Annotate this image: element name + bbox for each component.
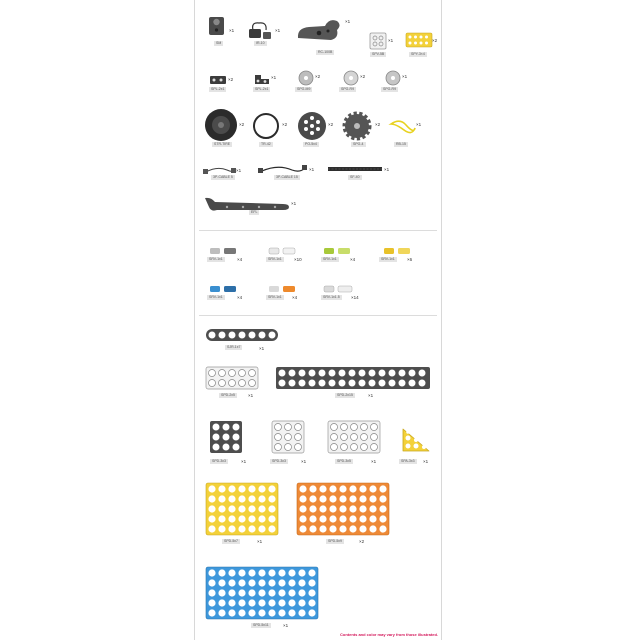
part-label: 3P-CABLE 5 (213, 175, 233, 179)
qty: ×1 (271, 75, 277, 80)
qty: ×2 (328, 122, 334, 127)
qty: ×4 (237, 257, 243, 262)
qty: ×1 (423, 459, 429, 464)
part-label: SPG-R9 (341, 87, 355, 91)
plate-5x7-part (205, 482, 279, 536)
disclaimer-note: Contents and color may vary from those illustrated. (340, 632, 439, 637)
part-label: SPD-3x5 (337, 459, 352, 463)
part-label: SPD-2x15 (337, 393, 353, 397)
servo-motor-part (207, 15, 227, 37)
part-label: PO-5x4 (305, 142, 317, 146)
qty: ×2 (282, 122, 288, 127)
part-label: SPG-R9 (383, 87, 397, 91)
part-label: IR-10 (256, 41, 265, 45)
rivet-part (323, 284, 355, 294)
qty: ×14 (351, 295, 359, 300)
section-divider (199, 230, 437, 231)
qty: ×4 (350, 257, 356, 262)
qty: ×1 (257, 539, 263, 544)
part-label: SRV-1x1 (209, 295, 223, 299)
frame-part (203, 195, 291, 215)
triangle-plate-part (400, 426, 432, 454)
l-bracket-part (209, 74, 227, 86)
qty: ×6 (407, 257, 413, 262)
rivet-part (383, 246, 413, 256)
qty: ×1 (345, 19, 351, 24)
beam-1x7-part (205, 328, 279, 342)
shaft-part (327, 165, 383, 173)
plate-3x5-part (327, 420, 381, 454)
part-label: SJR-1x7 (227, 345, 241, 349)
plate-3x3-part (271, 420, 305, 454)
part-label: SPY-3×4 (411, 52, 425, 56)
controller-part (295, 16, 343, 44)
part-label: SRV-1x1 (268, 295, 282, 299)
qty: ×1 (402, 74, 408, 79)
qty: ×2 (359, 539, 365, 544)
part-label: SPL-2x1 (255, 87, 269, 91)
part-label: SPG-4 (353, 142, 364, 146)
qty: ×1 (384, 167, 390, 172)
gear-part (385, 70, 401, 86)
qty: ×1 (236, 168, 242, 173)
rubber-band-part (388, 116, 418, 138)
qty: ×1 (301, 459, 307, 464)
qty: ×1 (416, 122, 422, 127)
qty: ×1 (275, 28, 281, 33)
part-label: SPV-5B (372, 52, 385, 56)
ir-sensor-part (247, 20, 273, 40)
part-label: RB-15 (396, 142, 406, 146)
qty: ×1 (388, 38, 394, 43)
plate-3x3-part (209, 420, 243, 454)
plate-2x15-part (275, 366, 431, 390)
part-label: 3P-CABLE 15 (276, 175, 298, 179)
sensor-board-part (369, 32, 387, 50)
part-label: EFL (251, 210, 258, 214)
qty: ×1 (248, 393, 254, 398)
qty: ×1 (371, 459, 377, 464)
qty: ×1 (283, 623, 289, 628)
qty: ×1 (368, 393, 374, 398)
qty: ×4 (237, 295, 243, 300)
part-label: SPD-2x5 (221, 393, 236, 397)
part-label: SRV-1x1 (381, 257, 395, 261)
rivet-part (209, 246, 239, 256)
plate-5x9-part (296, 482, 390, 536)
qty: ×1 (259, 346, 265, 351)
qty: ×2 (375, 122, 381, 127)
qty: ×2 (432, 38, 438, 43)
part-label: SPA-3x3 (401, 459, 415, 463)
qty: ×2 (239, 122, 245, 127)
part-label: SM (216, 41, 222, 45)
part-label: SPL-2x1 (211, 87, 225, 91)
part-label: SPD-3x3 (212, 459, 227, 463)
part-label: SPD-5x9 (328, 539, 343, 543)
part-label: SRV-1x1 (209, 257, 223, 261)
rivet-part (268, 284, 298, 294)
pulley-part (297, 111, 327, 141)
qty: ×4 (292, 295, 298, 300)
sprocket-part (341, 110, 373, 142)
part-label: TR-42 (261, 142, 271, 146)
rivet-part (209, 284, 239, 294)
part-label: RC-100B (318, 50, 333, 54)
qty: ×1 (241, 459, 247, 464)
rivet-part (268, 246, 298, 256)
cable-part (258, 162, 308, 176)
qty: ×10 (294, 257, 302, 262)
gear-part (343, 70, 359, 86)
qty: ×2 (360, 74, 366, 79)
part-label: SRV-1x1.5 (323, 295, 340, 299)
gear-part (298, 70, 314, 86)
parts-sheet (194, 0, 442, 640)
part-label: SRV-1x1 (268, 257, 282, 261)
qty: ×2 (315, 74, 321, 79)
part-label: SPD-5x11 (253, 623, 269, 627)
section-divider (199, 315, 437, 316)
tire-part (204, 108, 238, 142)
plate-5x11-part (205, 566, 319, 620)
o-ring-part (252, 112, 280, 140)
part-label: SPD-5x7 (224, 539, 239, 543)
part-label: SF-40 (350, 175, 360, 179)
qty: ×2 (228, 77, 234, 82)
part-label: SPG-M9 (297, 87, 311, 91)
yellow-plate-3x4-part (405, 32, 433, 48)
part-label: SPD-3x3 (272, 459, 287, 463)
part-label: SRV-1x1 (323, 257, 337, 261)
qty: ×1 (291, 201, 297, 206)
l-bracket-part (253, 72, 271, 86)
plate-2x5-part (205, 366, 259, 390)
rivet-part (323, 246, 353, 256)
qty: ×1 (229, 28, 235, 33)
part-label: STR-TIRE (214, 142, 231, 146)
qty: ×1 (309, 167, 315, 172)
